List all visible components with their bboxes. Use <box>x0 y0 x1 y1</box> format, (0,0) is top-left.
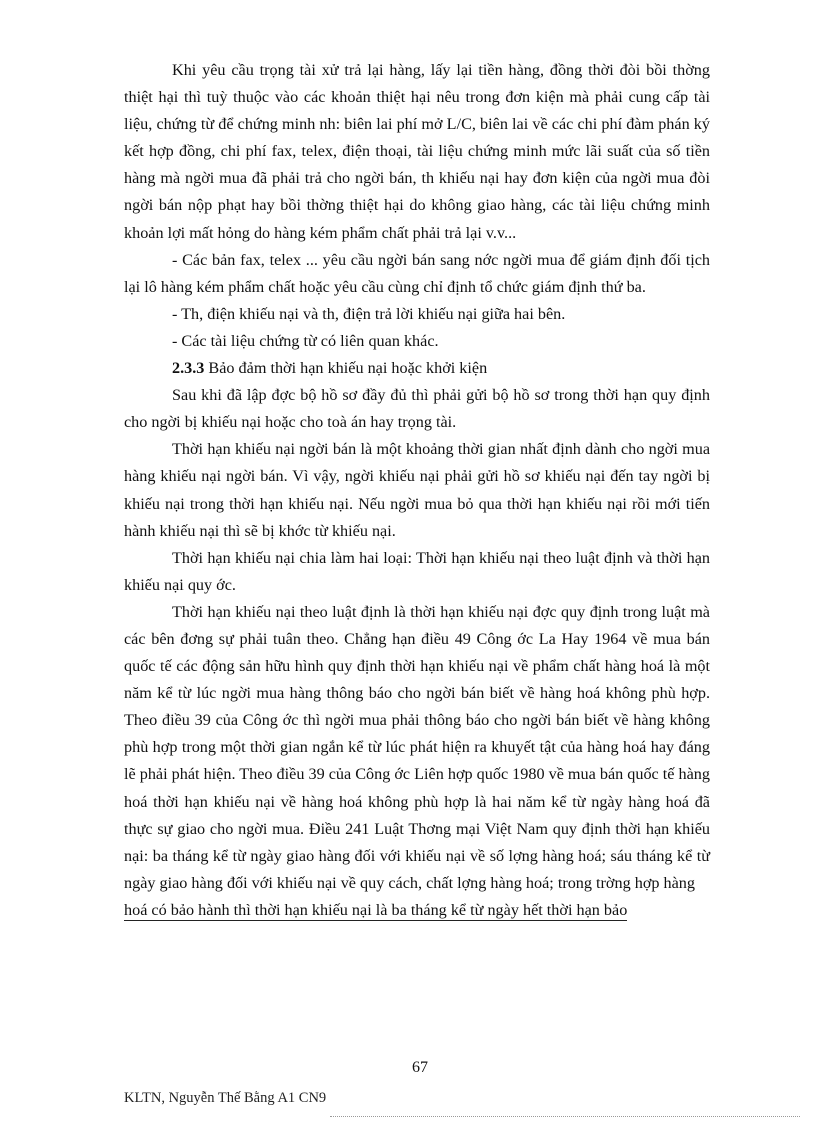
last-line-text: hoá có bảo hành thì thời hạn khiếu nại là ba tháng kể từ ngày hết thời hạn bảo <box>124 900 628 919</box>
paragraph-fax-telex: - Các bản fax, telex ... yêu cầu ngời bán sang nớc ngời mua để giám định đối tịch lại lô hàng kém phẩm chất hoặc yêu cầu cùng chỉ định tổ chức giám định thứ ba. <box>124 250 710 296</box>
section-number: 2.3.3 <box>172 359 205 378</box>
paragraph-other-docs: - Các tài liệu chứng từ có liên quan khác. <box>172 331 439 350</box>
footer-text: KLTN, Nguyễn Thế Bằng A1 CN9 <box>124 1090 327 1106</box>
paragraph-claim-period: Thời hạn khiếu nại ngời bán là một khoảng thời gian nhất định dành cho ngời mua hàng khiếu nại ngời bán. Vì vậy, ngời khiếu nại phải gửi hồ sơ khiếu nại đến tay ngời bị khiếu nại trong thời hạn khiếu nại. Nếu ngời mua bỏ qua thời hạn khiếu nại rồi mới tiến hành khiếu nại thì sẽ bị khớc từ khiếu nại. <box>124 440 710 540</box>
paragraph-two-types: Thời hạn khiếu nại chia làm hai loại: Thời hạn khiếu nại theo luật định và thời hạn khiếu nại quy ớc. <box>124 548 710 594</box>
paragraph-claim-documents: Khi yêu cầu trọng tài xử trả lại hàng, lấy lại tiền hàng, đồng thời đòi bồi thờng thiệt hại thì tuỳ thuộc vào các khoản thiệt hại nêu trong đơn kiện mà phải cung cấp tài liệu, chứng từ để chứng minh nh: biên lai phí mở L/C, biên lai về các chi phí đàm phán ký kết hợp đồng, chi phí fax, telex, điện thoại, tài liệu chứng minh mức lãi suất của số tiền hàng mà ngời mua đã phải trả cho ngời bán, th khiếu nại hay đơn kiện của ngời mua đòi ngời bán nộp phạt hay bồi thờng thiệt hại do không giao hàng, các tài liệu chứng minh khoản lợi mất hỏng do hàng kém phẩm chất phải trả lại v.v... <box>124 61 710 242</box>
section-title: Bảo đảm thời hạn khiếu nại hoặc khởi kiện <box>208 359 488 378</box>
page-number: 67 <box>412 1059 428 1076</box>
paragraph-send-dossier: Sau khi đã lập đợc bộ hồ sơ đầy đủ thì phải gửi bộ hồ sơ trong thời hạn quy định cho ngời bị khiếu nại hoặc cho toà án hay trọng tài. <box>124 386 710 432</box>
paragraph-letters: - Th, điện khiếu nại và th, điện trả lời khiếu nại giữa hai bên. <box>172 304 566 323</box>
section-heading <box>124 355 710 382</box>
footer-dotted-rule <box>330 1116 800 1117</box>
paragraph-last-line <box>124 897 710 924</box>
body-text <box>124 57 710 924</box>
paragraph-legal-period: Thời hạn khiếu nại theo luật định là thời hạn khiếu nại đợc quy định trong luật mà các bên đơng sự phải tuân theo. Chẳng hạn điều 49 Công ớc La Hay 1964 về mua bán quốc tế các động sản hữu hình quy định thời hạn khiếu nại về phẩm chất hàng hoá là một năm kể từ lúc ngời mua hàng thông báo cho ngời bán biết về hàng hoá không phù hợp. Theo điều 39 của Công ớc thì ngời mua phải thông báo cho ngời bán biết về hàng không phù hợp trong một thời gian ngắn kể từ lúc phát hiện ra khuyết tật của hàng hoá hay đáng lẽ phải phát hiện. Theo điều 39 của Công ớc Liên hợp quốc 1980 về mua bán quốc tế hàng hoá thời hạn khiếu nại về hàng hoá không phù hợp là hai năm kể từ ngày hàng hoá đã thực sự giao cho ngời mua. Điều 241 Luật Thơng mại Việt Nam quy định thời hạn khiếu nại: ba tháng kể từ ngày giao hàng đối với khiếu nại về số lợng hàng hoá; sáu tháng kể từ ngày giao hàng đối với khiếu nại về quy cách, chất lợng hàng hoá; trong trờng hợp hàng <box>124 602 710 892</box>
